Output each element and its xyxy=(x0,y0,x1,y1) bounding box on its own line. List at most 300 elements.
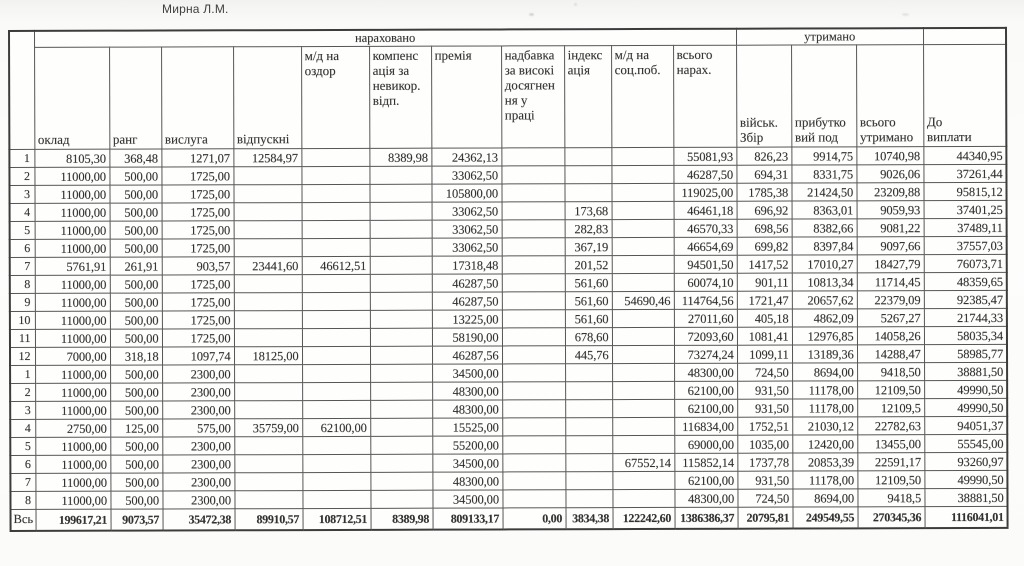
cell-oklad: 7000,00 xyxy=(35,347,110,365)
group-header-empty xyxy=(923,28,1006,45)
cell-premiya: 58190,00 xyxy=(432,328,502,346)
cell-indeksatsiya xyxy=(565,364,612,382)
cell-vysluha: 1725,00 xyxy=(162,221,234,239)
cell-md_ozdor xyxy=(301,184,369,202)
cell-prybutkovyi_pod: 8363,01 xyxy=(792,201,857,219)
cell-md_ozdor xyxy=(302,220,370,238)
cell-vsoho_narakh: 114764,56 xyxy=(674,291,737,309)
cell-rang: 500,00 xyxy=(110,365,162,383)
cell-oklad: 11000,00 xyxy=(34,167,109,185)
cell-vsoho_utrymano: 14288,47 xyxy=(857,345,924,363)
cell-vidpuskni xyxy=(234,365,302,383)
cell-vysluha: 575,00 xyxy=(162,419,234,437)
cell-nadbavka xyxy=(501,148,564,166)
total-cell-do_vyplaty: 1116041,01 xyxy=(925,506,1008,527)
cell-viysk_zbir: 931,50 xyxy=(737,471,792,489)
cell-rang: 125,00 xyxy=(110,419,162,437)
cell-md_ozdor xyxy=(302,364,370,382)
cell-vidpuskni xyxy=(234,329,302,347)
cell-viysk_zbir: 1417,52 xyxy=(737,255,792,273)
cell-indeksatsiya xyxy=(565,418,612,436)
cell-md_ozdor xyxy=(302,238,370,256)
cell-kompensatsiya xyxy=(370,292,432,310)
cell-md_ozdor xyxy=(302,328,370,346)
cell-vsoho_narakh: 46461,18 xyxy=(674,201,737,219)
cell-oklad: 11000,00 xyxy=(35,203,110,221)
total-cell-kompensatsiya: 8389,98 xyxy=(371,508,433,529)
cell-vsoho_narakh: 62100,00 xyxy=(674,381,737,399)
cell-indeksatsiya: 445,76 xyxy=(565,346,612,364)
cell-kompensatsiya xyxy=(370,472,432,490)
cell-oklad: 11000,00 xyxy=(35,311,110,329)
cell-prybutkovyi_pod: 12420,00 xyxy=(792,435,857,453)
cell-nadbavka xyxy=(502,400,565,418)
cell-do_vyplaty: 76073,71 xyxy=(924,254,1007,272)
total-cell-indeksatsiya: 3834,38 xyxy=(566,508,613,529)
cell-indeksatsiya xyxy=(565,490,612,508)
cell-kompensatsiya xyxy=(370,274,432,292)
cell-nadbavka xyxy=(502,256,565,274)
cell-vidpuskni xyxy=(234,293,302,311)
col-header-indeksatsiya: індекс ація xyxy=(564,46,611,148)
cell-viysk_zbir: 724,50 xyxy=(737,363,792,381)
cell-nadbavka xyxy=(502,454,565,472)
cell-md_ozdor: 62100,00 xyxy=(302,418,370,436)
row-number: 3 xyxy=(9,185,34,203)
cell-premiya: 46287,56 xyxy=(432,346,502,364)
cell-prybutkovyi_pod: 21424,50 xyxy=(792,183,857,201)
cell-indeksatsiya xyxy=(565,436,612,454)
cell-vsoho_narakh: 48300,00 xyxy=(674,489,737,507)
total-cell-vsoho_narakh: 1386386,37 xyxy=(675,507,738,528)
cell-oklad: 11000,00 xyxy=(35,473,110,491)
cell-kompensatsiya xyxy=(369,166,431,184)
row-number: 1 xyxy=(9,149,34,167)
page-title: Мирна Л.М. xyxy=(162,2,229,16)
scan-speck xyxy=(529,13,534,16)
cell-vidpuskni xyxy=(234,311,302,329)
cell-viysk_zbir: 694,31 xyxy=(737,165,792,183)
cell-oklad: 11000,00 xyxy=(35,365,110,383)
cell-kompensatsiya xyxy=(370,418,432,436)
row-number: 1 xyxy=(10,365,35,383)
cell-md_sotspob: 67552,14 xyxy=(612,453,674,471)
cell-indeksatsiya: 282,83 xyxy=(565,220,612,238)
cell-md_ozdor xyxy=(302,346,370,364)
cell-nadbavka xyxy=(502,310,565,328)
cell-vsoho_utrymano: 11714,45 xyxy=(857,273,924,291)
cell-md_ozdor xyxy=(301,166,369,184)
cell-vysluha: 1725,00 xyxy=(162,239,234,257)
cell-vsoho_narakh: 46287,50 xyxy=(673,165,736,183)
cell-viysk_zbir: 724,50 xyxy=(738,489,793,507)
cell-vsoho_narakh: 94501,50 xyxy=(674,255,737,273)
cell-premiya: 46287,50 xyxy=(432,292,502,310)
group-header-withheld: утримано xyxy=(736,28,923,45)
total-cell-premiya: 809133,17 xyxy=(433,508,503,529)
cell-indeksatsiya xyxy=(565,472,612,490)
cell-kompensatsiya: 8389,98 xyxy=(369,148,431,166)
cell-kompensatsiya xyxy=(370,238,432,256)
cell-vidpuskni xyxy=(234,473,302,491)
cell-md_ozdor xyxy=(302,382,370,400)
cell-indeksatsiya xyxy=(565,382,612,400)
cell-vidpuskni xyxy=(234,491,302,509)
cell-vsoho_narakh: 60074,10 xyxy=(674,273,737,291)
cell-do_vyplaty: 37261,44 xyxy=(924,164,1007,182)
scan-speck xyxy=(902,13,909,16)
cell-do_vyplaty: 95815,12 xyxy=(924,182,1007,200)
cell-do_vyplaty: 37401,25 xyxy=(924,200,1007,218)
cell-premiya: 34500,00 xyxy=(432,454,502,472)
payroll-table xyxy=(8,27,1009,532)
cell-viysk_zbir: 1752,51 xyxy=(737,417,792,435)
cell-premiya: 34500,00 xyxy=(432,490,502,508)
cell-nadbavka xyxy=(502,364,565,382)
col-header-md-sotspob: м/д на соц.поб. xyxy=(611,45,673,147)
total-cell-oklad: 199617,21 xyxy=(36,509,111,530)
group-header-accrued: нараховано xyxy=(34,29,736,48)
total-cell-nadbavka: 0,00 xyxy=(503,508,566,529)
cell-indeksatsiya: 367,19 xyxy=(565,238,612,256)
cell-vidpuskni xyxy=(233,167,301,185)
cell-oklad: 2750,00 xyxy=(35,419,110,437)
cell-premiya: 24362,13 xyxy=(431,148,501,166)
cell-indeksatsiya: 561,60 xyxy=(565,292,612,310)
cell-viysk_zbir: 826,23 xyxy=(736,147,791,165)
cell-do_vyplaty: 93260,97 xyxy=(924,452,1007,470)
col-header-vidpuskni: відпускні xyxy=(233,47,301,149)
cell-viysk_zbir: 931,50 xyxy=(737,399,792,417)
cell-vsoho_utrymano: 14058,26 xyxy=(857,327,924,345)
cell-prybutkovyi_pod: 21030,12 xyxy=(792,417,857,435)
cell-md_sotspob xyxy=(612,345,674,363)
cell-prybutkovyi_pod: 8397,84 xyxy=(792,237,857,255)
cell-vidpuskni: 35759,00 xyxy=(234,419,302,437)
cell-md_sotspob xyxy=(611,147,673,165)
cell-oklad: 5761,91 xyxy=(35,257,110,275)
cell-kompensatsiya xyxy=(370,454,432,472)
cell-viysk_zbir: 698,56 xyxy=(737,219,792,237)
col-header-premiya: премія xyxy=(431,46,501,148)
cell-premiya: 48300,00 xyxy=(432,472,502,490)
col-header-vysluha: вислуга xyxy=(161,47,233,149)
cell-prybutkovyi_pod: 11178,00 xyxy=(792,399,857,417)
total-cell-vysluha: 35472,38 xyxy=(163,509,235,530)
cell-oklad: 8105,30 xyxy=(34,149,109,167)
row-number-header xyxy=(9,31,34,150)
cell-vsoho_utrymano: 5267,27 xyxy=(857,309,924,327)
cell-nadbavka xyxy=(502,382,565,400)
cell-viysk_zbir: 901,11 xyxy=(737,273,792,291)
cell-vsoho_narakh: 46570,33 xyxy=(674,219,737,237)
cell-prybutkovyi_pod: 9914,75 xyxy=(791,147,856,165)
cell-nadbavka xyxy=(502,238,565,256)
cell-oklad: 11000,00 xyxy=(35,437,110,455)
cell-prybutkovyi_pod: 4862,09 xyxy=(792,309,857,327)
cell-do_vyplaty: 44340,95 xyxy=(923,146,1006,164)
cell-rang: 500,00 xyxy=(110,491,162,509)
row-number: 9 xyxy=(10,293,35,311)
cell-vidpuskni xyxy=(234,437,302,455)
cell-md_sotspob xyxy=(612,381,674,399)
row-number: 2 xyxy=(9,167,34,185)
cell-kompensatsiya xyxy=(370,220,432,238)
cell-vysluha: 2300,00 xyxy=(162,473,234,491)
col-header-nadbavka: надбавка за високі досягнен ня у праці xyxy=(501,46,564,148)
cell-indeksatsiya: 173,68 xyxy=(565,202,612,220)
cell-md_sotspob: 54690,46 xyxy=(612,291,674,309)
cell-kompensatsiya xyxy=(370,346,432,364)
cell-premiya: 55200,00 xyxy=(432,436,502,454)
total-cell-vsoho_utrymano: 270345,36 xyxy=(858,507,925,528)
cell-do_vyplaty: 49990,50 xyxy=(924,398,1007,416)
cell-do_vyplaty: 55545,00 xyxy=(924,434,1007,452)
cell-vsoho_utrymano: 12109,5 xyxy=(857,399,924,417)
col-header-viysk-zbir: військ. Збір xyxy=(736,45,791,147)
cell-nadbavka xyxy=(501,184,564,202)
cell-nadbavka xyxy=(502,274,565,292)
cell-rang: 500,00 xyxy=(110,203,162,221)
cell-vidpuskni xyxy=(234,401,302,419)
cell-nadbavka xyxy=(502,202,565,220)
column-header-row xyxy=(9,44,1006,149)
cell-vsoho_narakh: 46654,69 xyxy=(674,237,737,255)
cell-do_vyplaty: 49990,50 xyxy=(924,380,1007,398)
cell-vsoho_narakh: 73274,24 xyxy=(674,345,737,363)
cell-viysk_zbir: 699,82 xyxy=(737,237,792,255)
cell-vysluha: 1271,07 xyxy=(161,149,233,167)
cell-vysluha: 2300,00 xyxy=(162,491,234,509)
cell-rang: 500,00 xyxy=(110,437,162,455)
cell-prybutkovyi_pod: 11178,00 xyxy=(792,471,857,489)
cell-oklad: 11000,00 xyxy=(35,401,110,419)
row-number: 7 xyxy=(10,257,35,275)
cell-kompensatsiya xyxy=(370,202,432,220)
cell-oklad: 11000,00 xyxy=(35,275,110,293)
cell-prybutkovyi_pod: 8694,00 xyxy=(793,489,858,507)
cell-prybutkovyi_pod: 13189,36 xyxy=(792,345,857,363)
cell-nadbavka xyxy=(502,418,565,436)
table-container xyxy=(8,27,1009,532)
cell-md_sotspob xyxy=(612,219,674,237)
cell-vsoho_narakh: 55081,93 xyxy=(673,147,736,165)
row-number: 5 xyxy=(10,221,35,239)
cell-vsoho_utrymano: 22591,17 xyxy=(857,453,924,471)
cell-premiya: 17318,48 xyxy=(432,256,502,274)
cell-do_vyplaty: 58985,77 xyxy=(924,344,1007,362)
cell-vidpuskni: 23441,60 xyxy=(234,257,302,275)
row-number: 10 xyxy=(10,311,35,329)
cell-md_sotspob xyxy=(612,417,674,435)
cell-md_ozdor xyxy=(302,310,370,328)
cell-md_sotspob xyxy=(612,237,674,255)
cell-vysluha: 2300,00 xyxy=(162,437,234,455)
cell-viysk_zbir: 405,18 xyxy=(737,309,792,327)
cell-indeksatsiya xyxy=(565,400,612,418)
cell-prybutkovyi_pod: 11178,00 xyxy=(792,381,857,399)
cell-vsoho_utrymano: 22379,09 xyxy=(857,291,924,309)
cell-vysluha: 1725,00 xyxy=(162,203,234,221)
col-header-md-ozdor: м/д на оздор xyxy=(301,46,369,148)
cell-nadbavka xyxy=(502,220,565,238)
cell-viysk_zbir: 696,92 xyxy=(737,201,792,219)
cell-kompensatsiya xyxy=(370,382,432,400)
cell-vysluha: 1725,00 xyxy=(161,185,233,203)
cell-premiya: 13225,00 xyxy=(432,310,502,328)
row-number: 7 xyxy=(10,473,35,491)
cell-vsoho_utrymano: 23209,88 xyxy=(857,183,924,201)
cell-vsoho_utrymano: 9026,06 xyxy=(857,165,924,183)
cell-oklad: 11000,00 xyxy=(35,221,110,239)
cell-rang: 500,00 xyxy=(110,401,162,419)
cell-premiya: 46287,50 xyxy=(432,274,502,292)
cell-viysk_zbir: 931,50 xyxy=(737,381,792,399)
cell-md_sotspob xyxy=(612,255,674,273)
cell-vsoho_utrymano: 12109,50 xyxy=(857,381,924,399)
col-header-oklad: оклад xyxy=(34,47,109,149)
row-number: 3 xyxy=(10,401,35,419)
cell-indeksatsiya: 678,60 xyxy=(565,328,612,346)
cell-rang: 500,00 xyxy=(110,473,162,491)
cell-indeksatsiya xyxy=(564,148,611,166)
cell-vsoho_utrymano: 12109,50 xyxy=(857,471,924,489)
cell-md_sotspob xyxy=(611,183,673,201)
cell-prybutkovyi_pod: 8382,66 xyxy=(792,219,857,237)
cell-oklad: 11000,00 xyxy=(35,455,110,473)
cell-prybutkovyi_pod: 10813,34 xyxy=(792,273,857,291)
cell-premiya: 48300,00 xyxy=(432,400,502,418)
cell-oklad: 11000,00 xyxy=(35,491,110,509)
cell-oklad: 11000,00 xyxy=(34,185,109,203)
cell-premiya: 105800,00 xyxy=(431,184,501,202)
cell-prybutkovyi_pod: 20657,62 xyxy=(792,291,857,309)
cell-vysluha: 2300,00 xyxy=(162,401,234,419)
cell-vsoho_narakh: 62100,00 xyxy=(674,471,737,489)
cell-indeksatsiya xyxy=(564,166,611,184)
cell-md_sotspob xyxy=(612,309,674,327)
cell-vsoho_utrymano: 9059,93 xyxy=(857,201,924,219)
col-header-rang: ранг xyxy=(109,47,161,149)
col-header-vsoho-narakh: всього нарах. xyxy=(673,45,736,147)
cell-oklad: 11000,00 xyxy=(35,329,110,347)
cell-md_ozdor xyxy=(302,274,370,292)
col-header-kompensatsiya: компенс ація за невикор. відп. xyxy=(369,46,431,148)
cell-rang: 318,18 xyxy=(110,347,162,365)
cell-vsoho_utrymano: 18427,79 xyxy=(857,255,924,273)
cell-viysk_zbir: 1737,78 xyxy=(737,453,792,471)
cell-do_vyplaty: 49990,50 xyxy=(924,470,1007,488)
cell-rang: 500,00 xyxy=(110,329,162,347)
cell-do_vyplaty: 94051,37 xyxy=(924,416,1007,434)
cell-nadbavka xyxy=(502,346,565,364)
cell-do_vyplaty: 38881,50 xyxy=(925,488,1008,506)
cell-vysluha: 903,57 xyxy=(162,257,234,275)
cell-vysluha: 1725,00 xyxy=(161,167,233,185)
cell-kompensatsiya xyxy=(370,328,432,346)
cell-vsoho_narakh: 116834,00 xyxy=(674,417,737,435)
total-row xyxy=(11,506,1008,530)
cell-vysluha: 1097,74 xyxy=(162,347,234,365)
total-cell-md_sotspob: 122242,60 xyxy=(613,507,675,528)
cell-md_sotspob xyxy=(612,201,674,219)
cell-md_sotspob xyxy=(612,489,674,507)
cell-prybutkovyi_pod: 8694,00 xyxy=(792,363,857,381)
cell-prybutkovyi_pod: 20853,39 xyxy=(792,453,857,471)
cell-premiya: 33062,50 xyxy=(431,166,501,184)
cell-vsoho_narakh: 69000,00 xyxy=(674,435,737,453)
cell-do_vyplaty: 58035,34 xyxy=(924,326,1007,344)
cell-vsoho_narakh: 119025,00 xyxy=(673,183,736,201)
row-number: 8 xyxy=(10,491,35,509)
total-cell-rang: 9073,57 xyxy=(111,509,163,530)
cell-vsoho_narakh: 72093,60 xyxy=(674,327,737,345)
cell-rang: 500,00 xyxy=(110,383,162,401)
cell-rang: 500,00 xyxy=(110,221,162,239)
cell-premiya: 48300,00 xyxy=(432,382,502,400)
cell-oklad: 11000,00 xyxy=(35,383,110,401)
cell-indeksatsiya xyxy=(564,184,611,202)
cell-premiya: 33062,50 xyxy=(432,238,502,256)
cell-md_ozdor xyxy=(302,490,370,508)
cell-vsoho_utrymano: 9418,5 xyxy=(858,489,925,507)
cell-nadbavka xyxy=(501,166,564,184)
cell-viysk_zbir: 1721,47 xyxy=(737,291,792,309)
cell-premiya: 33062,50 xyxy=(432,220,502,238)
col-header-prybutkovyi-pod: прибутко вий под xyxy=(791,45,856,147)
total-cell-viysk_zbir: 20795,81 xyxy=(738,507,793,528)
cell-kompensatsiya xyxy=(369,184,431,202)
cell-kompensatsiya xyxy=(370,256,432,274)
total-cell-prybutkovyi_pod: 249549,55 xyxy=(793,507,858,528)
col-header-vsoho-utrymano: всього утримано xyxy=(856,45,923,147)
cell-prybutkovyi_pod: 12976,85 xyxy=(792,327,857,345)
cell-do_vyplaty: 48359,65 xyxy=(924,272,1007,290)
scan-speck xyxy=(574,3,577,6)
cell-vysluha: 1725,00 xyxy=(162,329,234,347)
cell-premiya: 34500,00 xyxy=(432,364,502,382)
cell-vysluha: 1725,00 xyxy=(162,311,234,329)
cell-vsoho_utrymano: 9418,50 xyxy=(857,363,924,381)
cell-md_ozdor xyxy=(302,202,370,220)
row-number: 8 xyxy=(10,275,35,293)
cell-do_vyplaty: 37489,11 xyxy=(924,218,1007,236)
col-header-do-vyplaty: До виплати xyxy=(923,44,1006,146)
cell-vysluha: 1725,00 xyxy=(162,293,234,311)
total-cell-md_ozdor: 108712,51 xyxy=(303,508,371,529)
cell-md_ozdor xyxy=(301,148,369,166)
cell-prybutkovyi_pod: 8331,75 xyxy=(792,165,857,183)
cell-md_ozdor xyxy=(302,454,370,472)
cell-viysk_zbir: 1099,11 xyxy=(737,345,792,363)
cell-vidpuskni xyxy=(234,221,302,239)
cell-md_sotspob xyxy=(612,363,674,381)
cell-rang: 500,00 xyxy=(110,455,162,473)
row-number: 11 xyxy=(10,329,35,347)
cell-rang: 500,00 xyxy=(110,275,162,293)
cell-vsoho_utrymano: 9097,66 xyxy=(857,237,924,255)
cell-vidpuskni: 12584,97 xyxy=(233,149,301,167)
cell-kompensatsiya xyxy=(370,490,432,508)
cell-indeksatsiya: 561,60 xyxy=(565,310,612,328)
cell-md_sotspob xyxy=(612,327,674,345)
cell-vidpuskni xyxy=(233,185,301,203)
cell-rang: 500,00 xyxy=(109,167,161,185)
cell-vsoho_narakh: 62100,00 xyxy=(674,399,737,417)
cell-vidpuskni xyxy=(234,455,302,473)
cell-rang: 368,48 xyxy=(109,149,161,167)
cell-prybutkovyi_pod: 17010,27 xyxy=(792,255,857,273)
